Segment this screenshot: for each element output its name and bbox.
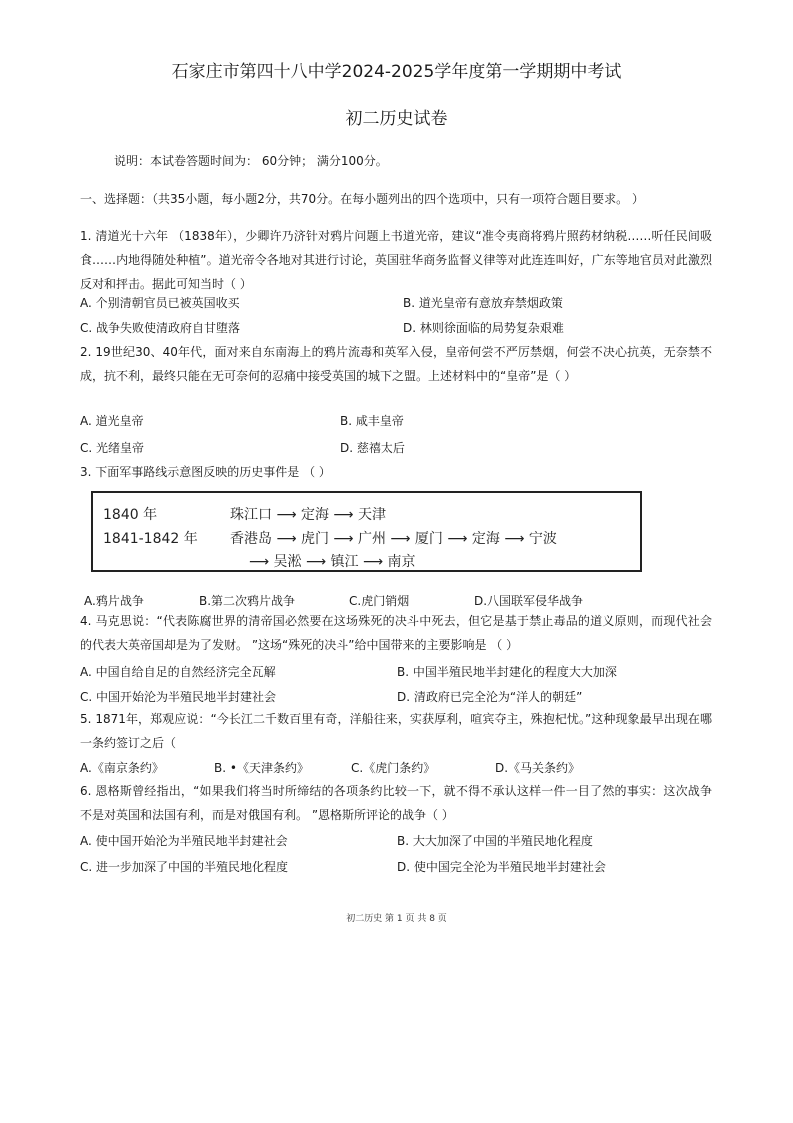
question-5-option-a: A.《南京条约》 bbox=[80, 761, 164, 775]
question-1-stem: 1. 清道光十六年 （1838年），少卿许乃济针对鸦片问题上书道光帝，建议“准令夷商将鸦片照药材纳税……听任民间吸食……内地得随处种植”。道光帝令各地对其进行讨论，英国驻华商务监督义律等对此连连叫好，广东等地官员对此激烈反对和抨击。据此可知当时（ ） bbox=[80, 229, 712, 291]
exam-title: 石家庄市第四十八中学2024-2025学年度第一学期期中考试 bbox=[171, 62, 622, 82]
route-1841-1842-path: 香港岛 ⟶ 虎门 ⟶ 广州 ⟶ 厦门 ⟶ 定海 ⟶ 宁波 bbox=[230, 531, 557, 547]
question-6-option-d: D. 使中国完全沦为半殖民地半封建社会 bbox=[397, 860, 606, 874]
question-5-option-b: B. •《天津条约》 bbox=[214, 761, 309, 775]
route-1841-1842-path-continued: ⟶ 吴淞 ⟶ 镇江 ⟶ 南京 bbox=[249, 554, 416, 570]
page-footer: 初二历史 第 1 页 共 8 页 bbox=[346, 914, 447, 924]
question-3-option-d: D.八国联军侵华战争 bbox=[474, 594, 584, 608]
question-5-option-d: D.《马关条约》 bbox=[495, 761, 581, 775]
question-3-stem: 3. 下面军事路线示意图反映的历史事件是 （ ） bbox=[80, 465, 331, 479]
question-6-option-a: A. 使中国开始沦为半殖民地半封建社会 bbox=[80, 834, 288, 848]
exam-instructions: 说明：本试卷答题时间为： 60分钟； 满分100分。 bbox=[114, 154, 388, 168]
question-4-stem: 4. 马克思说：“代表陈腐世界的清帝国必然要在这场殊死的决斗中死去，但它是基于禁止毒品的道义原则，而现代社会的代表大英帝国却是为了发财。 ”这场“殊死的决斗”给中国带来的主要影响是 （ ） bbox=[80, 614, 712, 652]
question-2-stem: 2. 19世纪30、40年代，面对来自东南海上的鸦片流毒和英军入侵，皇帝何尝不严厉禁烟，何尝不决心抗英，无奈禁不成，抗不利，最终只能在无可奈何的忍痛中接受英国的城下之盟。上述材料中的“皇帝”是（ ） bbox=[80, 345, 712, 383]
route-1840-path: 珠江口 ⟶ 定海 ⟶ 天津 bbox=[230, 507, 386, 523]
question-2-option-b: B. 咸丰皇帝 bbox=[340, 414, 404, 428]
exam-subtitle: 初二历史试卷 bbox=[345, 109, 448, 129]
question-1-option-b: B. 道光皇帝有意放弃禁烟政策 bbox=[403, 296, 563, 310]
route-1841-1842-label: 1841-1842 年 bbox=[103, 531, 198, 547]
question-4-option-a: A. 中国自给自足的自然经济完全瓦解 bbox=[80, 665, 276, 679]
question-2-option-c: C. 光绪皇帝 bbox=[80, 441, 145, 455]
question-6-option-c: C. 进一步加深了中国的半殖民地化程度 bbox=[80, 860, 289, 874]
question-1-option-a: A. 个别清朝官员已被英国收买 bbox=[80, 296, 240, 310]
question-3-option-c: C.虎门销烟 bbox=[349, 594, 410, 608]
question-1-option-c: C. 战争失败使清政府自甘堕落 bbox=[80, 321, 241, 335]
section-heading: 一、选择题：（共35小题，每小题2分，共70分。在每小题列出的四个选项中，只有一项符合题目要求。 ） bbox=[80, 192, 644, 206]
route-1840-label: 1840 年 bbox=[103, 507, 158, 523]
question-5-stem: 5. 1871年，郑观应说：“今长江二千数百里有奇，洋船往来，实获厚利，喧宾夺主，殊抱杞忧。”这种现象最早出现在哪一条约签订之后（ bbox=[80, 712, 712, 750]
question-1-option-d: D. 林则徐面临的局势复杂艰难 bbox=[403, 321, 564, 335]
question-6-option-b: B. 大大加深了中国的半殖民地化程度 bbox=[397, 834, 593, 848]
question-2-option-d: D. 慈禧太后 bbox=[340, 441, 405, 455]
question-5-option-c: C.《虎门条约》 bbox=[351, 761, 436, 775]
military-route-diagram bbox=[91, 491, 642, 572]
question-3-option-b: B.第二次鸦片战争 bbox=[199, 594, 296, 608]
question-3-option-a: A.鸦片战争 bbox=[84, 594, 144, 608]
question-4-option-b: B. 中国半殖民地半封建化的程度大大加深 bbox=[397, 665, 617, 679]
question-4-option-c: C. 中国开始沦为半殖民地半封建社会 bbox=[80, 690, 277, 704]
question-2-option-a: A. 道光皇帝 bbox=[80, 414, 144, 428]
question-4-option-d: D. 清政府已完全沦为“洋人的朝廷” bbox=[397, 690, 583, 704]
question-6-stem: 6. 恩格斯曾经指出，“如果我们将当时所缔结的各项条约比较一下，就不得不承认这样一件一目了然的事实：这次战争不是对英国和法国有利，而是对俄国有利。 ”恩格斯所评论的战争（ ） bbox=[80, 784, 712, 822]
